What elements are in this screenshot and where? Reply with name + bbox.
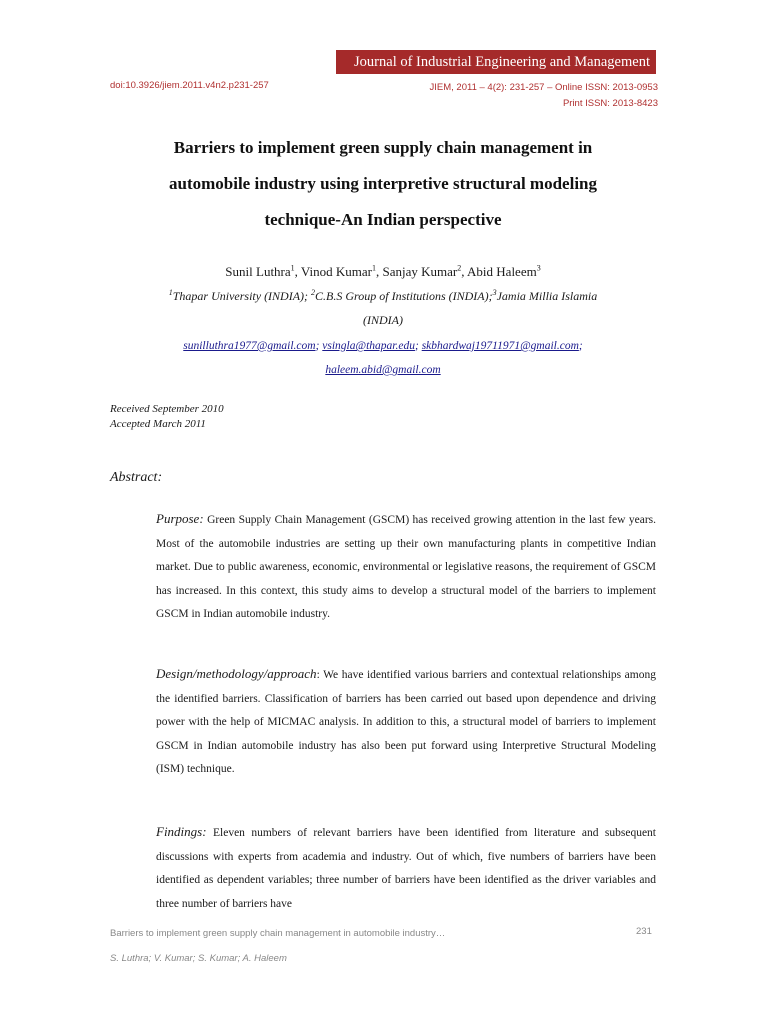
print-issn: Print ISSN: 2013-8423 bbox=[562, 98, 658, 109]
abstract-heading: Abstract: bbox=[110, 470, 163, 485]
author-sup: 3 bbox=[536, 263, 541, 273]
jiem-citation: JIEM, 2011 – 4(2): 231-257 – Online ISSN: 2013-0953 bbox=[429, 82, 658, 93]
submission-dates bbox=[110, 402, 224, 432]
affiliation-line-2: (INDIA) bbox=[363, 313, 403, 327]
footer-authors: S. Luthra; V. Kumar; S. Kumar; A. Haleem bbox=[110, 953, 287, 964]
purpose-text: Green Supply Chain Management (GSCM) has received growing attention in the last few years. Most of the automobile industries are setting up their own manufacturing plants in competitive Indian market. Due to public awareness, economic, environmental or legislative reasons, the requirement of GSCM has increased. In this context, this study aims to develop a structural model of the barriers to implement GSCM in Indian automobile industry. bbox=[156, 514, 656, 621]
footer-running-title: Barriers to implement green supply chain management in automobile industry… bbox=[110, 928, 446, 939]
author-sup: 1 bbox=[372, 263, 376, 273]
received-date: Received September 2010 bbox=[110, 403, 224, 415]
abstract-purpose bbox=[156, 507, 656, 627]
design-text: : We have identified various barriers and contextual relationships among the identified barriers. Classification of barriers has been carried out based upon dependence and driving power with the help of MICMAC analysis. In addition to this, a structural model of barriers to implement GSCM in Indian automobile industry has also been put forward using Interpretive Structural Modeling (ISM) technique. bbox=[156, 669, 656, 776]
accepted-date: Accepted March 2011 bbox=[110, 418, 206, 430]
page-number: 231 bbox=[636, 926, 652, 937]
title-line-1: Barriers to implement green supply chain management in bbox=[173, 138, 593, 157]
affiliation-line-1: $^1$Thapar University (INDIA); $^2$C.B.S Group of Institutions (INDIA);$^3$Jamia Millia Islamia bbox=[168, 288, 598, 303]
author-emails bbox=[110, 334, 656, 382]
author-name: Sunil Luthra bbox=[225, 264, 291, 279]
author-sup: 2 bbox=[457, 263, 462, 273]
author-name: Abid Haleem bbox=[467, 264, 537, 279]
author-sup: 1 bbox=[290, 263, 295, 273]
findings-label: Findings: bbox=[156, 824, 207, 839]
affiliations bbox=[110, 284, 656, 332]
email-link[interactable]: skbhardwaj19711971@gmail.com bbox=[421, 340, 579, 352]
findings-text: Eleven numbers of relevant barriers have been identified from literature and subsequent discussions with experts from academia and industry. Out of which, five numbers of barriers have been identified as dependent variables; three number of barriers have been identified as the driver variables and three number of barriers have bbox=[156, 827, 656, 910]
email-link[interactable]: haleem.abid@gmail.com bbox=[325, 364, 441, 376]
design-label: Design/methodology/approach bbox=[156, 666, 317, 681]
abstract-findings bbox=[156, 820, 656, 916]
issn-block bbox=[430, 80, 659, 112]
author-name: Vinod Kumar bbox=[300, 264, 372, 279]
doi[interactable]: doi:10.3926/jiem.2011.v4n2.p231-257 bbox=[110, 80, 269, 91]
title-line-2: automobile industry using interpretive structural modeling bbox=[169, 174, 597, 193]
paper-title bbox=[110, 130, 656, 238]
title-line-3: technique-An Indian perspective bbox=[264, 210, 502, 229]
purpose-label: Purpose: bbox=[156, 511, 204, 526]
email-line-1: sunilluthra1977@gmail.com; vsingla@thapar.edu; skbhardwaj19711971@gmail.com; bbox=[183, 340, 583, 352]
journal-banner bbox=[336, 50, 656, 74]
journal-name: Journal of Industrial Engineering and Management bbox=[354, 54, 650, 70]
email-link[interactable]: sunilluthra1977@gmail.com bbox=[183, 340, 316, 352]
email-line-2 bbox=[110, 358, 656, 382]
email-link[interactable]: vsingla@thapar.edu bbox=[322, 340, 415, 352]
abstract-design bbox=[156, 662, 656, 782]
author-list: Sunil Luthra$^1$, Vinod Kumar$^1$, Sanjay Kumar$^2$, Abid Haleem$^3$ bbox=[225, 263, 541, 279]
author-name: Sanjay Kumar bbox=[382, 264, 458, 279]
